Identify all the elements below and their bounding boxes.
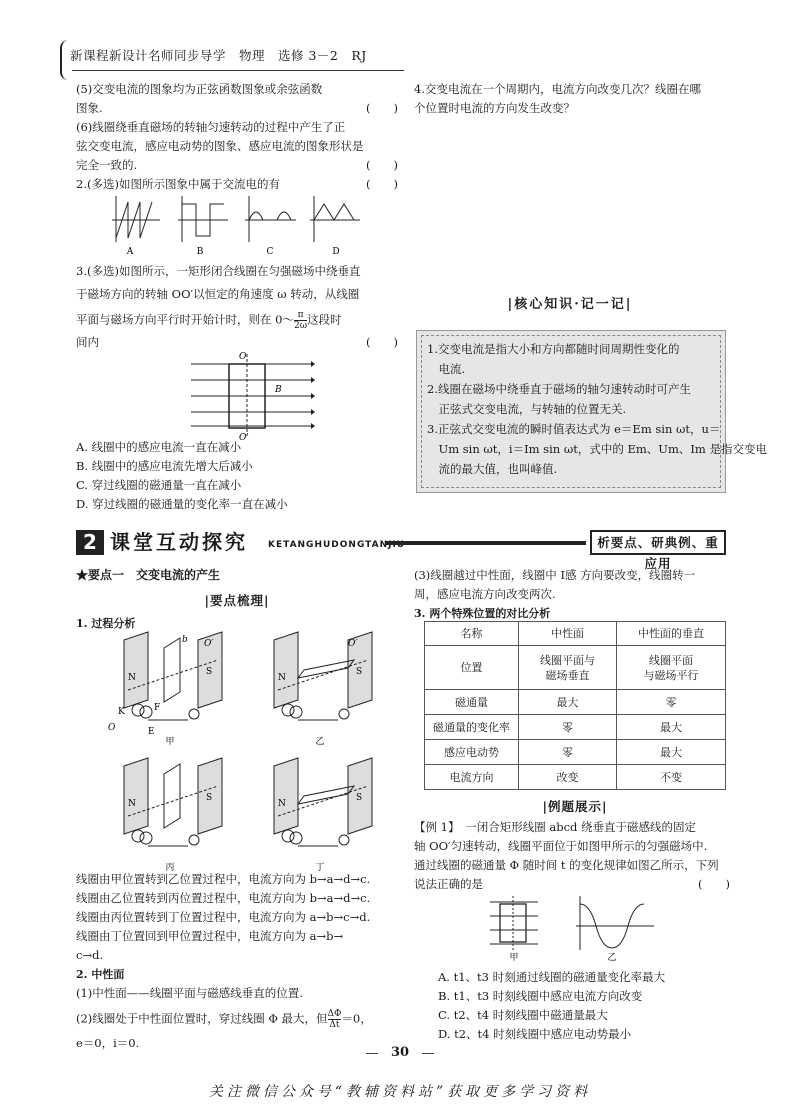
q6-line2: 弦交变电流，感应电动势的图象、感应电流的图象形状是 — [76, 139, 364, 153]
process-heading: 1. 过程分析 — [76, 617, 136, 630]
example-fig-label-yi: 乙 — [607, 953, 617, 963]
knowledge-item-3-tail: m sin ωt，u＝ — [640, 422, 721, 436]
flow-line-4: 线圈由丁位置回到甲位置过程中，电流方向为 a→b→ — [76, 929, 344, 943]
flow-line-3: 线圈由丙位置转到丁位置过程中，电流方向为 a→b→c→d. — [76, 910, 371, 924]
neutral-frac-num: ΔΦ — [327, 1009, 342, 1019]
q5-line2: 图象. — [76, 101, 103, 115]
q3-figure — [185, 350, 315, 440]
table-cell: 最大 — [617, 715, 726, 740]
table-row — [425, 646, 726, 690]
q3-frac-den: 2ω — [293, 321, 308, 331]
label-o-jia: O — [108, 723, 116, 733]
knowledge-item-3c: 流的最大值，也叫峰值. — [427, 462, 558, 476]
left-top-column — [76, 80, 398, 194]
header-rule — [72, 70, 404, 71]
knowledge-item-2b: 正弦式交变电流，与转轴的位置无关. — [427, 402, 627, 416]
fig-label-bing: 丙 — [165, 863, 175, 873]
banner-title: 课堂互动探究 — [110, 530, 248, 554]
table-cell: 磁通量 — [425, 690, 519, 715]
q3-frac-num: π — [294, 310, 307, 321]
q3-option-a: A. 线圈中的感应电流一直在减小 — [76, 440, 242, 454]
table-cell: 线圈平面 与磁场平行 — [617, 646, 726, 690]
label-s-jia: S — [206, 667, 213, 677]
table-cell: 最大 — [519, 690, 617, 715]
example-line-1: 【例 1】 一闭合矩形线圈 abcd 绕垂直于磁感线的固定 — [414, 820, 697, 834]
section-banner — [76, 530, 726, 571]
banner-number: 2 — [76, 530, 104, 555]
q6-answer-paren: ( ) — [366, 158, 398, 172]
label-n-yi: N — [278, 673, 286, 683]
q5-answer-paren: ( ) — [366, 101, 398, 115]
banner-right-label: 析要点、研典例、重应用 — [590, 530, 726, 555]
table-cell: 零 — [519, 740, 617, 765]
right-top-column — [414, 80, 732, 118]
table-header-row — [425, 622, 726, 646]
neutral-item-2b: ＝0， — [341, 1011, 372, 1026]
table-cell: 电流方向 — [425, 765, 519, 790]
table-row — [425, 765, 726, 790]
table-cell: 零 — [617, 690, 726, 715]
table-cell: 位置 — [425, 646, 519, 690]
example-block — [414, 818, 730, 894]
banner-rule — [386, 541, 586, 545]
table-cell: 零 — [519, 715, 617, 740]
label-f-jia: F — [154, 703, 161, 713]
table-row — [425, 690, 726, 715]
knowledge-item-2: 2.线圈在磁场中绕垂直于磁场的轴匀速转动时可产生 — [427, 382, 691, 396]
compare-table — [424, 621, 726, 790]
label-o2-yi: O′ — [348, 639, 358, 649]
label-s-ding: S — [356, 793, 363, 803]
q3-line2: 于磁场方向的转轴 OO′以恒定的角速度 ω 转动，从线圈 — [76, 287, 360, 301]
label-n-bing: N — [128, 799, 136, 809]
fig-label-ding: 丁 — [315, 863, 325, 873]
q2-fig-a-label: A — [126, 247, 134, 257]
q3-fig-o2: O′ — [239, 433, 249, 440]
example-title: |例题展示| — [542, 799, 608, 814]
knowledge-item-3: 3.正弦式交变电流的瞬时值表达式为 e＝E — [427, 422, 641, 436]
table-header-cell: 中性面的垂直 — [617, 622, 726, 646]
page-number: 30 — [370, 1043, 430, 1062]
fig-label-jia: 甲 — [165, 737, 175, 747]
q3-options — [76, 438, 398, 514]
table-cell: 最大 — [617, 740, 726, 765]
page-header: 新课程新设计名师同步导学 物理 选修 3－2 RJ — [70, 48, 367, 63]
q2-fig-b-label: B — [196, 247, 204, 257]
example-figures — [486, 892, 666, 964]
q3-fraction — [294, 310, 307, 331]
q3-block — [76, 262, 398, 352]
knowledge-item-3b-tail: m sin ωt，i＝Im sin ωt，式中的 Em、Um、Im 是指交变电 — [448, 442, 767, 456]
header-bracket — [60, 40, 70, 80]
knowledge-title: |核心知识·记一记| — [507, 297, 633, 312]
knowledge-item-1b: 电流. — [427, 362, 466, 376]
label-n-ding: N — [278, 799, 286, 809]
example-option-d: D. t2、t4 时刻线圈中感应电动势最小 — [438, 1027, 632, 1041]
right-bottom-column — [414, 566, 730, 623]
label-s-yi: S — [356, 667, 363, 677]
example-line-4: 说法正确的是 — [414, 877, 483, 891]
q3-line3a: 平面与磁场方向平行时开始计时，则在 0～ — [76, 312, 294, 327]
knowledge-item-3b: U — [427, 442, 449, 456]
q4-line1: 4.交变电流在一个周期内，电流方向改变几次？线圈在哪 — [414, 82, 701, 96]
label-s-bing: S — [206, 793, 213, 803]
label-e-jia: E — [148, 727, 155, 737]
q6-line3: 完全一致的. — [76, 158, 138, 172]
q2-fig-c-label: C — [266, 247, 274, 257]
label-b-jia: b — [182, 635, 188, 645]
q2-fig-d-label: D — [332, 247, 340, 257]
point-heading: ★要点一 交变电流的产生 — [76, 568, 221, 582]
knowledge-box — [416, 330, 767, 493]
neutral-heading: 2. 中性面 — [76, 968, 125, 981]
generator-diagrams — [108, 630, 398, 880]
flow-line-2: 线圈由乙位置转到丙位置过程中，电流方向为 b→a→d→c. — [76, 891, 371, 905]
q3-answer-paren: ( ) — [366, 335, 398, 349]
q4-line2: 个位置时电流的方向发生改变？ — [414, 101, 575, 115]
label-n-jia: N — [128, 673, 136, 683]
example-answer-paren: ( ) — [698, 877, 730, 891]
table-cell: 磁通量的变化率 — [425, 715, 519, 740]
neutral-fraction — [328, 1009, 342, 1030]
q3-fig-o: O — [239, 352, 247, 362]
q3-fig-b: B — [275, 385, 282, 395]
table-cell: 改变 — [519, 765, 617, 790]
current-flow-block — [76, 870, 398, 1053]
neutral-item-4-line2: 周，感应电流方向改变两次. — [414, 587, 556, 601]
point-subtitle: |要点梳理| — [204, 593, 270, 608]
q3-option-d: D. 穿过线圈的磁通量的变化率一直在减小 — [76, 497, 288, 511]
example-line-2: 轴 OO′匀速转动，线圈平面位于如图甲所示的匀强磁场中. — [414, 839, 708, 853]
neutral-item-1: (1)中性面——线圈平面与磁感线垂直的位置. — [76, 986, 303, 1000]
label-o2-jia: O′ — [204, 639, 214, 649]
q2-answer-paren: ( ) — [366, 177, 398, 191]
neutral-item-2a: (2)线圈处于中性面位置时，穿过线圈 Φ 最大，但 — [76, 1011, 328, 1026]
neutral-item-4-line1: (3)线圈越过中性面，线圈中 I感 方向要改变，线圈转一 — [414, 568, 696, 582]
q2-graphs — [100, 192, 360, 260]
neutral-frac-den: Δt — [329, 1020, 340, 1030]
knowledge-item-1: 1.交变电流是指大小和方向都随时间周期性变化的 — [427, 342, 680, 356]
q2-stem: 2.(多选)如图所示图象中属于交流电的有 — [76, 177, 280, 191]
q3-line4: 间内 — [76, 335, 99, 349]
example-option-a: A. t1、t3 时刻通过线圈的磁通量变化率最大 — [438, 970, 666, 984]
table-header-cell: 中性面 — [519, 622, 617, 646]
example-option-c: C. t2、t4 时刻线圈中磁通量最大 — [438, 1008, 608, 1022]
banner-pinyin: KETANGHUDONGTANJIU — [268, 540, 406, 550]
table-cell: 线圈平面与 磁场垂直 — [519, 646, 617, 690]
example-line-3: 通过线圈的磁通量 Φ 随时间 t 的变化规律如图乙所示，下列 — [414, 858, 719, 872]
label-k-jia: K — [118, 707, 125, 717]
q3-option-b: B. 线圈中的感应电流先增大后减小 — [76, 459, 253, 473]
flow-line-5: c→d. — [76, 948, 104, 962]
q3-option-c: C. 穿过线圈的磁通量一直在减小 — [76, 478, 242, 492]
q3-line3b: 这段时 — [307, 312, 342, 327]
compare-heading: 3. 两个特殊位置的对比分析 — [414, 607, 551, 620]
example-options — [438, 968, 728, 1044]
table-header-cell: 名称 — [425, 622, 519, 646]
example-option-b: B. t1、t3 时刻线圈中感应电流方向改变 — [438, 989, 643, 1003]
q5-line1: (5)交变电流的图象均为正弦函数图象或余弦函数 — [76, 82, 323, 96]
table-row — [425, 715, 726, 740]
q3-line1: 3.(多选)如图所示，一矩形闭合线圈在匀强磁场中绕垂直 — [76, 264, 361, 278]
q6-line1: (6)线圈绕垂直磁场的转轴匀速转动的过程中产生了正 — [76, 120, 346, 134]
table-cell: 不变 — [617, 765, 726, 790]
table-cell: 感应电动势 — [425, 740, 519, 765]
example-fig-label-jia: 甲 — [509, 953, 519, 963]
fig-label-yi: 乙 — [315, 737, 325, 747]
flow-line-1: 线圈由甲位置转到乙位置过程中，电流方向为 b→a→d→c. — [76, 872, 371, 886]
table-row — [425, 740, 726, 765]
section-point-one — [76, 566, 398, 633]
footer-note: 关注微信公众号“教辅资料站”获取更多学习资料 — [208, 1084, 592, 1100]
neutral-item-3: e＝0，i＝0. — [76, 1036, 140, 1050]
